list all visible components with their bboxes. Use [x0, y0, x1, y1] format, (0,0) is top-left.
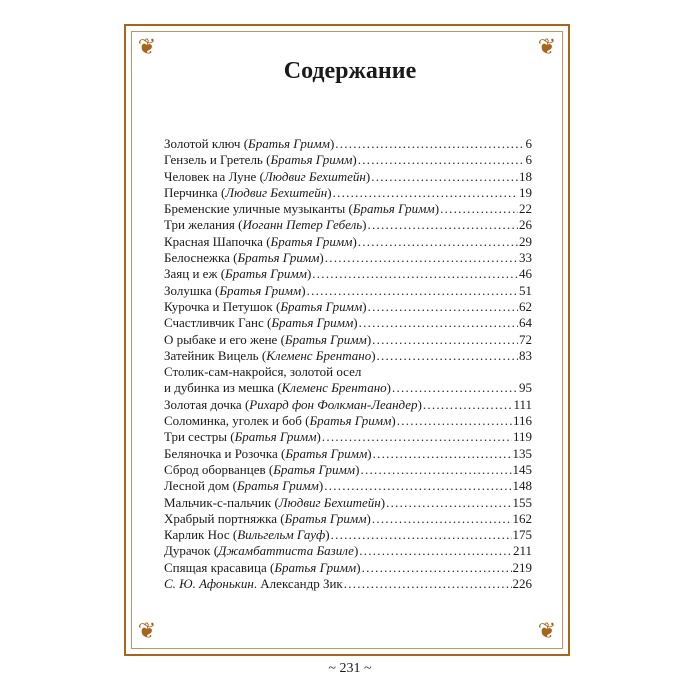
toc-entry-page-number: 46 [519, 266, 532, 282]
dot-leader [377, 348, 518, 364]
toc-entry-page-number: 22 [519, 201, 532, 217]
toc-entry-author: Братья Гримм [248, 136, 330, 151]
toc-entry-title: Беляночка и Розочка [164, 445, 278, 461]
toc-entry-text: Лесной дом (Братья Гримм) [164, 478, 324, 494]
toc-entry-title: Затейник Вицель [164, 347, 259, 363]
toc-entry-title: Красная Шапочка [164, 233, 263, 249]
toc-entry[interactable] [164, 136, 532, 152]
toc-entry-text: Человек на Луне (Людвиг Бехштейн) [164, 168, 371, 184]
toc-entry-title: Дурачок [164, 543, 211, 559]
toc-entry-page-number: 162 [512, 510, 532, 526]
toc-entry-author: Братья Гримм [234, 429, 317, 445]
toc-entry-author: С. Ю. Афонькин [164, 576, 254, 592]
dot-leader [359, 543, 512, 559]
toc-entry[interactable] [164, 299, 532, 315]
toc-entry[interactable] [164, 429, 532, 445]
toc-entry-title: Карлик Нос [164, 527, 230, 543]
toc-entry-page-number: 62 [519, 298, 532, 314]
toc-entry[interactable] [164, 446, 532, 462]
toc-entry-title: Три сестры [164, 429, 228, 445]
dot-leader [386, 495, 511, 511]
toc-entry-page-number: 116 [512, 413, 532, 429]
dot-leader [359, 315, 518, 331]
toc-entry-page-number: 175 [512, 527, 532, 543]
dot-leader [333, 185, 518, 201]
toc-entry-title: Сброд оборванцев [164, 461, 266, 477]
toc-entry-title: Золотая дочка [164, 396, 242, 412]
toc-entry-text: Красная Шапочка (Братья Гримм) [164, 233, 357, 249]
toc-entry-text: Три сестры (Братья Гримм) [164, 429, 321, 445]
toc-entry-author: Братья Гримм [274, 559, 357, 575]
toc-entry[interactable] [164, 576, 532, 592]
toc-entry-text: Храбрый портняжка (Братья Гримм) [164, 510, 371, 526]
toc-entry-text: Счастливчик Ганс (Братья Гримм) [164, 315, 358, 331]
toc-entry[interactable] [164, 283, 532, 299]
dot-leader [307, 283, 518, 299]
toc-entry-title: Счастливчик Ганс [164, 315, 264, 331]
toc-entry-page-number: 26 [519, 217, 532, 233]
toc-entry[interactable] [164, 478, 532, 494]
toc-entry-author: Братья Гримм [236, 478, 319, 494]
toc-entry-author: Братья Гримм [284, 510, 367, 526]
toc-entry[interactable] [164, 266, 532, 282]
toc-entry-title: Золотой ключ [164, 136, 241, 151]
toc-entry-author: Братья Гримм [270, 152, 353, 168]
toc-entry-author: Людвиг Бехштейн [278, 494, 381, 510]
toc-entry-title: Белоснежка [164, 250, 230, 266]
toc-entry-page-number: 64 [519, 315, 532, 331]
dot-leader [372, 511, 512, 527]
toc-entry-page-number: 148 [512, 478, 532, 494]
toc-entry[interactable] [164, 185, 532, 201]
toc-entry-page-number: 83 [519, 347, 532, 363]
toc-entry-title: Золушка [164, 282, 212, 298]
toc-entry-text: Заяц и еж (Братья Гримм) [164, 266, 312, 282]
toc-entry-page-number: 6 [525, 136, 532, 151]
toc-entry-author: Братья Гримм [271, 315, 354, 331]
toc-entry-text: Белоснежка (Братья Гримм) [164, 250, 324, 266]
dot-leader [368, 217, 518, 233]
toc-entry[interactable] [164, 250, 532, 266]
toc-entry-author: Братья Гримм [237, 250, 320, 266]
toc-entry-page-number: 219 [512, 559, 532, 575]
dot-leader [331, 527, 512, 543]
toc-entry-page-number: 95 [519, 380, 532, 396]
toc-entry[interactable] [164, 527, 532, 543]
toc-entry-text: Мальчик-с-пальчик (Людвиг Бехштейн) [164, 494, 386, 510]
toc-entry[interactable] [164, 511, 532, 527]
toc-entry-author: Джамбаттиста Базиле [218, 543, 354, 559]
dot-leader [372, 332, 518, 348]
toc-entry[interactable] [164, 169, 532, 185]
toc-entry-title: Три желания [164, 217, 235, 233]
toc-entry[interactable] [164, 201, 532, 217]
toc-entry-page-number: 29 [519, 233, 532, 249]
toc-entry[interactable] [164, 217, 532, 233]
toc-entry-text: Затейник Вицель (Клеменс Брентано) [164, 347, 376, 363]
toc-entry-author: Братья Гримм [280, 298, 363, 314]
toc-entry-title: Перчинка [164, 184, 218, 200]
toc-entry-title-line [164, 364, 532, 380]
toc-entry-page-number: 145 [512, 461, 532, 477]
dot-leader [440, 201, 518, 217]
toc-entry-title: и дубинка из мешка [164, 380, 275, 396]
dot-leader [335, 136, 524, 152]
toc-entry-text: Карлик Нос (Вильгельм Гауф) [164, 527, 330, 543]
toc-entry-author: Братья Гримм [352, 201, 435, 217]
dot-leader [397, 413, 512, 429]
toc-entry-text: Курочка и Петушок (Братья Гримм) [164, 298, 367, 314]
toc-entry-author: Клеменс Брентано [281, 380, 387, 396]
toc-entry-text: Соломинка, уголек и боб (Братья Гримм) [164, 413, 396, 429]
toc-entry[interactable] [164, 397, 532, 413]
dot-leader [362, 560, 512, 576]
toc-entry-text: Беляночка и Розочка (Братья Гримм) [164, 445, 372, 461]
toc-entry[interactable] [164, 315, 532, 331]
toc-entry-author: Иоганн Петер Гебель [242, 217, 363, 233]
toc-entry[interactable] [164, 380, 532, 396]
toc-entry-page-number: 19 [519, 184, 532, 200]
toc-entry[interactable] [164, 348, 532, 364]
toc-entry-title: Гензель и Гретель [164, 152, 263, 168]
toc-entry-title: Спящая красавица [164, 559, 267, 575]
toc-entry-text: О рыбаке и его жене (Братья Гримм) [164, 331, 372, 347]
toc-entry-page-number: 72 [519, 331, 532, 347]
toc-entry[interactable] [164, 495, 532, 511]
toc-entry-text: Золотой ключ (Братья Гримм) [164, 136, 335, 151]
dot-leader [325, 250, 518, 266]
toc-entry-text: Три желания (Иоганн Петер Гебель) [164, 217, 367, 233]
toc-entry-text: Дурачок (Джамбаттиста Базиле) [164, 543, 359, 559]
toc-entry-title: Соломинка, уголек и боб [164, 413, 302, 429]
toc-entry-title: Бременские уличные музыканты [164, 201, 346, 217]
dot-leader [371, 169, 518, 185]
toc-entry-author: Клеменс Брентано [266, 347, 372, 363]
toc-entry-text [164, 576, 343, 592]
toc-entry-title: Заяц и еж [164, 266, 218, 282]
floral-corner-icon: ❦ [537, 618, 557, 643]
dot-leader [368, 299, 518, 315]
toc-entry-title: Человек на Луне [164, 168, 257, 184]
toc-entry-page-number: 6 [525, 152, 532, 168]
toc-entry-text: Бременские уличные музыканты (Братья Гримм) [164, 201, 440, 217]
toc-entry[interactable] [164, 234, 532, 250]
toc-entry-text: Гензель и Гретель (Братья Гримм) [164, 152, 357, 168]
toc-entry-page-number: 211 [512, 543, 532, 559]
toc-entry[interactable] [164, 332, 532, 348]
toc-entry-author: Братья Гримм [273, 461, 356, 477]
toc-entry-text: Сброд оборванцев (Братья Гримм) [164, 461, 360, 477]
toc-entry-title: . Александр Зик [253, 576, 343, 592]
toc-entry[interactable] [164, 413, 532, 429]
toc-entry-text: Спящая красавица (Братья Гримм) [164, 559, 361, 575]
dot-leader [358, 152, 525, 168]
toc-entry-page-number: 226 [512, 576, 532, 592]
toc-entry-author: Людвиг Бехштейн [225, 184, 328, 200]
toc-entry-text: Перчинка (Людвиг Бехштейн) [164, 184, 332, 200]
toc-entry-text: Золушка (Братья Гримм) [164, 282, 306, 298]
toc-entry-author: Вильгельм Гауф [237, 527, 326, 543]
dot-leader [360, 462, 511, 478]
dot-leader [373, 446, 512, 462]
toc-entry-title: Столик-сам-накройся, золотой осел [164, 364, 362, 380]
toc-entry-text: и дубинка из мешка (Клеменс Брентано) [164, 380, 391, 396]
toc-entry-page-number: 33 [519, 250, 532, 266]
dot-leader [423, 397, 513, 413]
toc-entry-page-number: 119 [512, 429, 532, 445]
floral-corner-icon: ❦ [137, 618, 157, 643]
table-of-contents [164, 136, 532, 592]
toc-entry[interactable] [164, 462, 532, 478]
toc-entry-author: Братья Гримм [225, 266, 307, 282]
toc-entry-page-number: 111 [513, 396, 532, 412]
toc-entry[interactable] [164, 543, 532, 559]
toc-entry-text: Золотая дочка (Рихард фон Фолкман-Леандер) [164, 396, 422, 412]
toc-entry-title: О рыбаке и его жене [164, 331, 278, 347]
dot-leader [322, 429, 512, 445]
toc-entry-author: Братья Гримм [285, 445, 368, 461]
toc-entry-author: Братья Гримм [309, 413, 392, 429]
toc-entry-author: Людвиг Бехштейн [263, 168, 366, 184]
toc-entry-page-number: 135 [512, 445, 532, 461]
dot-leader [312, 266, 518, 282]
toc-entry[interactable] [164, 560, 532, 576]
floral-corner-icon: ❦ [537, 34, 557, 59]
dot-leader [358, 234, 518, 250]
dot-leader [344, 576, 512, 592]
page-number: ~ 231 ~ [328, 661, 372, 676]
toc-entry-title: Курочка и Петушок [164, 298, 273, 314]
toc-entry-author: Братья Гримм [284, 331, 367, 347]
page-title: Содержание [283, 58, 417, 84]
toc-entry-title: Мальчик-с-пальчик [164, 494, 272, 510]
dot-leader [324, 478, 511, 494]
toc-entry-page-number: 51 [519, 282, 532, 298]
dot-leader [392, 380, 518, 396]
toc-entry[interactable] [164, 152, 532, 168]
toc-entry-author: Братья Гримм [219, 282, 302, 298]
toc-entry-author: Рихард фон Фолкман-Леандер [249, 396, 418, 412]
toc-entry-title: Лесной дом [164, 478, 230, 494]
toc-entry-title: Храбрый портняжка [164, 510, 277, 526]
floral-corner-icon: ❦ [137, 34, 157, 59]
toc-entry-page-number: 155 [512, 494, 532, 510]
toc-entry-page-number: 18 [519, 168, 532, 184]
toc-entry-author: Братья Гримм [270, 233, 353, 249]
